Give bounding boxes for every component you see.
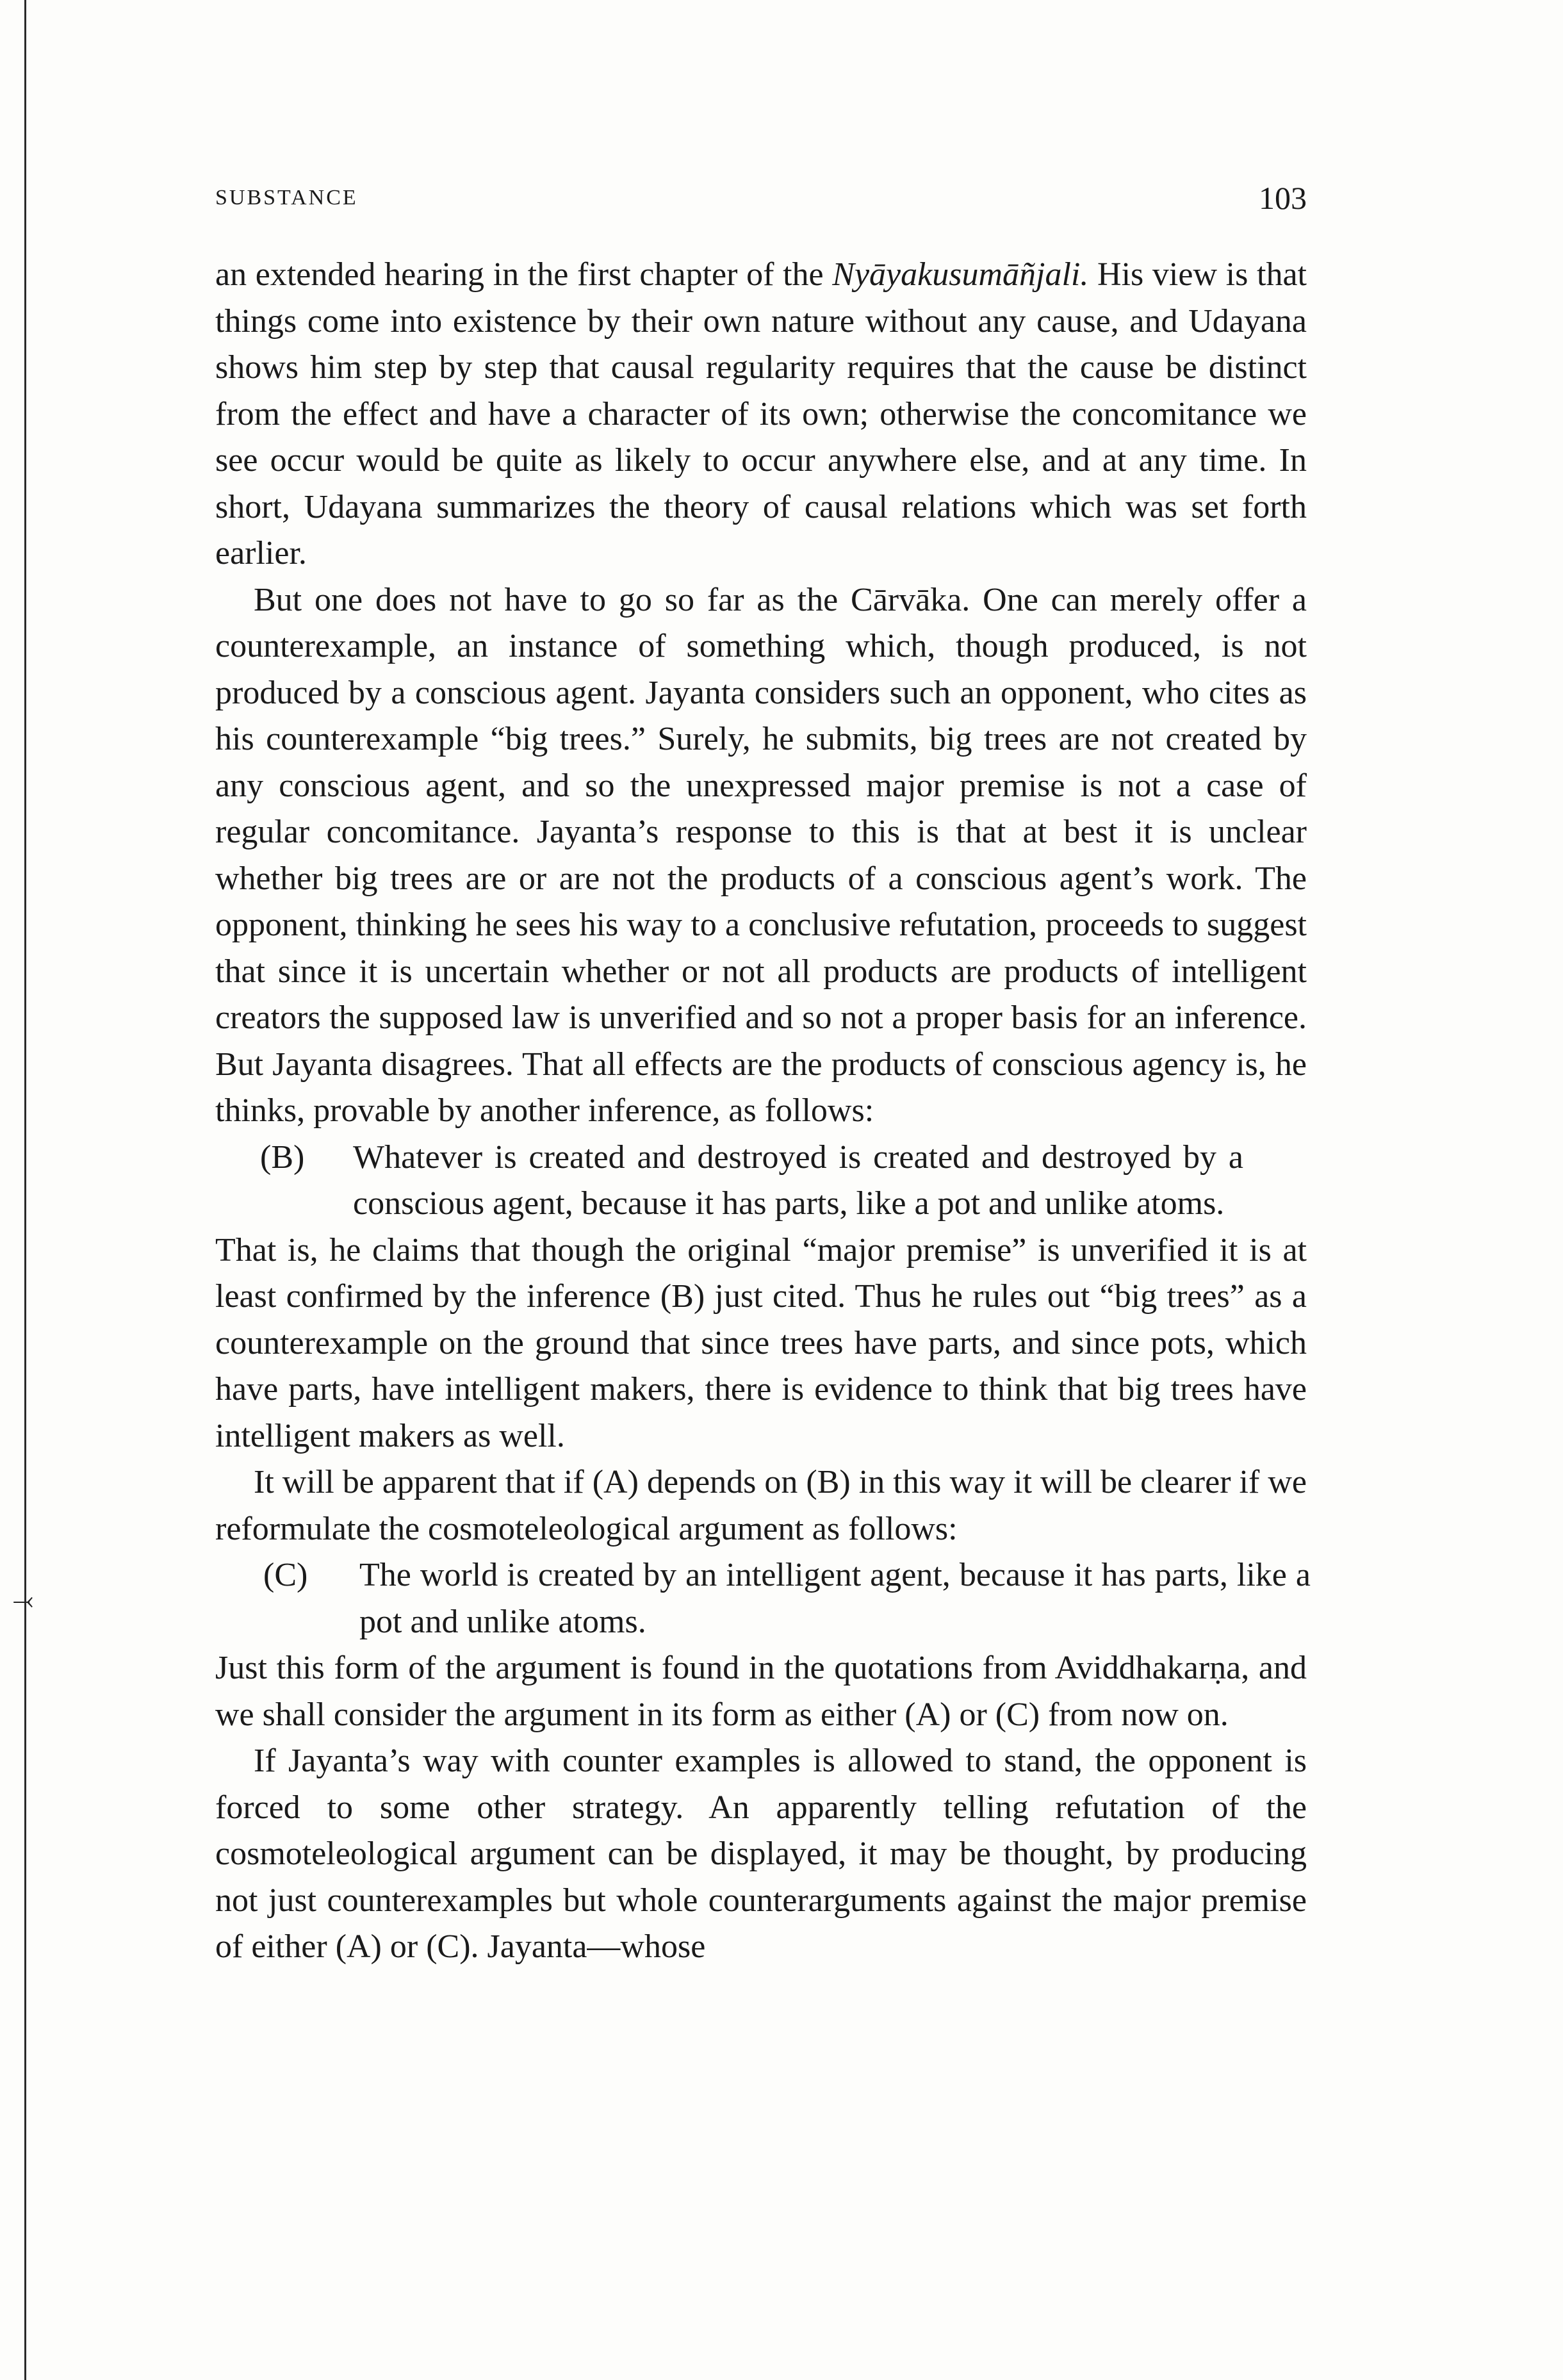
page-number: 103 — [1259, 180, 1307, 216]
margin-pencil-mark: ⤙ — [13, 1586, 33, 1615]
inference-text: Whatever is created and destroyed is created and destroyed by a conscious agent, because it has parts, like a pot and unlike atoms. — [353, 1138, 1243, 1222]
running-head — [215, 179, 1307, 218]
body-text — [215, 252, 1311, 1971]
paragraph: If Jayanta’s way with counter examples is allowed to stand, the opponent is forced to some other strategy. An apparently telling refutation of the cosmoteleological argument can be displayed, it may be thought, by producing not just counterexamples but whole counterarguments against the major premise of either (A) or (C). Jayanta—whose — [215, 1743, 1307, 1965]
paragraph: That is, he claims that though the original “major premise” is unverified it is at least confirmed by the inference (B) just cited. Thus he rules out “big trees” as a counterexample on the ground that since trees have parts, and since pots, which have parts, have intelligent makers, there is evidence to think that big trees have intelligent makers as well. — [215, 1231, 1307, 1454]
inference-b — [215, 1135, 1307, 1227]
paragraph — [215, 252, 1307, 577]
book-title-italic: Nyāyakusumāñjali. — [832, 256, 1089, 293]
paragraph: It will be apparent that if (A) depends on (B) in this way it will be clearer if we reformulate the cosmoteleological argument as follows: — [215, 1464, 1307, 1547]
inference-c — [215, 1552, 1311, 1645]
inference-label: (B) — [260, 1138, 305, 1176]
inference-label: (C) — [263, 1557, 308, 1593]
paragraph: But one does not have to go so far as the Cārvāka. One can merely offer a counterexample, an instance of something which, though produced, is not produced by a conscious agent. Jayanta considers such an opponent, who cites as his counterexample “big trees.” Surely, he submits, big trees are not created by any conscious agent, and so the unexpressed major premise is not a case of regular concomitance. Jayanta’s response to this is that at best it is unclear whether big trees are or are not the products of a conscious agent’s work. The opponent, thinking he sees his way to a conclusive refutation, proceeds to suggest that since it is uncertain whether or not all products are products of intelligent creators the supposed law is unverified and so not a proper basis for an inference. But Jayanta disagrees. That all effects are the products of conscious agency is, he thinks, provable by another inference, as follows: — [215, 581, 1307, 1129]
paragraph-text: an extended hearing in the first chapter of the — [215, 256, 833, 293]
scan-margin-line — [24, 0, 26, 2380]
running-head-section: SUBSTANCE — [215, 186, 358, 209]
paragraph: Just this form of the argument is found in the quotations from Aviddhakarṇa, and we shall consider the argument in its form as either (A) or (C) from now on. — [215, 1650, 1307, 1733]
paragraph-text: His view is that things come into existence by their own nature without any cause, and Udayana shows him step by step that causal regularity requires that the cause be distinct from the effect and have a character of its own; otherwise the concomitance we see occur would be quite as likely to occur anywhere else, and at any time. In short, Udayana summarizes the theory of causal relations which was set forth earlier. — [215, 256, 1307, 571]
inference-text: The world is created by an intelligent agent, because it has parts, like a pot and unlike atoms. — [359, 1557, 1311, 1640]
